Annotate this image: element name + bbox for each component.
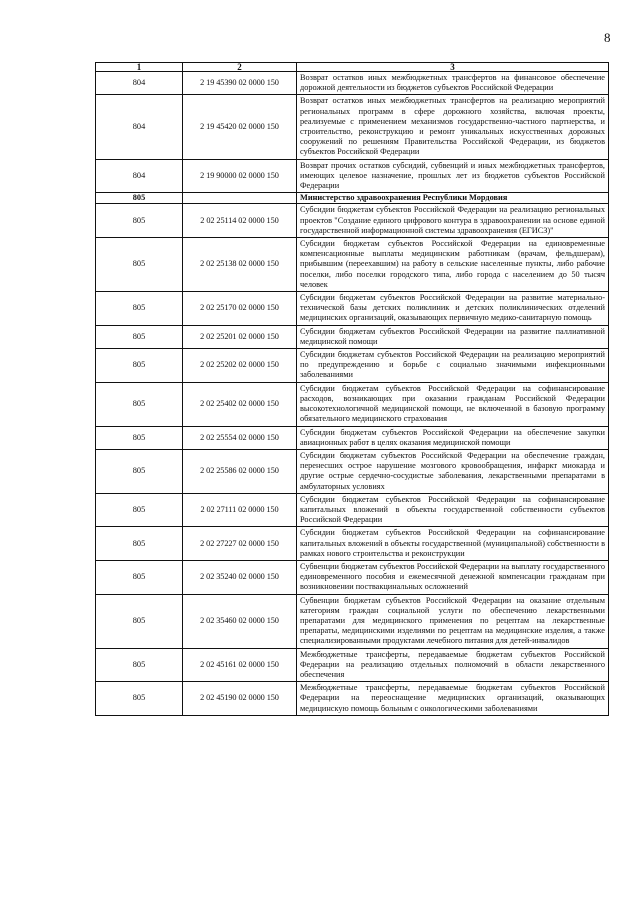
description-cell: Субсидии бюджетам субъектов Российской Федерации на обеспечение граждан, перенесших острое нарушение мозгового кровообращения, инфаркт миокарда и другие острые сердечно-сосудистые заболевания, лекарственными препаратами в амбулаторных условиях (297, 449, 609, 493)
admin-code-cell: 804 (96, 72, 183, 95)
admin-code-cell: 805 (96, 449, 183, 493)
table-row (96, 349, 609, 383)
budget-table (95, 62, 609, 716)
table-row (96, 449, 609, 493)
table-row (96, 238, 609, 292)
table-row (96, 426, 609, 449)
description-cell: Субсидии бюджетам субъектов Российской Федерации на развитие материально-технической базы детских поликлиник и детских поликлинических отделений медицинских организаций, оказывающих первичную медико-санитарную помощь (297, 292, 609, 326)
revenue-code-cell: 2 02 25586 02 0000 150 (183, 449, 297, 493)
description-cell: Межбюджетные трансферты, передаваемые бюджетам субъектов Российской Федерации на переоснащение медицинских организаций, оказывающих медицинскую помощь больным с онкологическими заболеваниями (297, 682, 609, 716)
revenue-code-cell: 2 02 27111 02 0000 150 (183, 493, 297, 527)
description-cell: Возврат остатков иных межбюджетных трансфертов на реализацию мероприятий региональных программ в сфере дорожного хозяйства, включая проекты, реализуемые с применением механизмов государственно-частного партнерства, и строительство, реконструкцию и ремонт уникальных искусственных дорожных сооружений по решениям Правительства Российской Федерации, из бюджетов субъектов Российской Федерации (297, 95, 609, 159)
description-cell: Межбюджетные трансферты, передаваемые бюджетам субъектов Российской Федерации на реализацию отдельных полномочий в области лекарственного обеспечения (297, 648, 609, 682)
admin-code-cell: 805 (96, 594, 183, 648)
admin-code-cell: 805 (96, 292, 183, 326)
revenue-code-cell: 2 02 45190 02 0000 150 (183, 682, 297, 716)
table-row (96, 204, 609, 238)
column-header-1: 1 (96, 63, 183, 72)
admin-code-cell: 805 (96, 527, 183, 561)
revenue-code-cell: 2 02 25114 02 0000 150 (183, 204, 297, 238)
revenue-code-cell: 2 02 25170 02 0000 150 (183, 292, 297, 326)
admin-code-cell: 804 (96, 95, 183, 159)
description-cell: Субсидии бюджетам субъектов Российской Федерации на обеспечение закупки авиационных работ в целях оказания медицинской помощи (297, 426, 609, 449)
table-row (96, 560, 609, 594)
revenue-code-cell: 2 02 45161 02 0000 150 (183, 648, 297, 682)
admin-code-cell: 805 (96, 349, 183, 383)
table-row (96, 493, 609, 527)
table-body (96, 72, 609, 716)
revenue-code-cell: 2 02 35460 02 0000 150 (183, 594, 297, 648)
table-row (96, 594, 609, 648)
revenue-code-cell: 2 02 25554 02 0000 150 (183, 426, 297, 449)
table-row (96, 72, 609, 95)
admin-code-cell: 805 (96, 238, 183, 292)
table-row (96, 292, 609, 326)
admin-code-cell: 805 (96, 560, 183, 594)
table-row (96, 682, 609, 716)
description-cell: Субсидии бюджетам субъектов Российской Федерации на развитие паллиативной медицинской помощи (297, 325, 609, 348)
revenue-code-cell: 2 19 90000 02 0000 150 (183, 159, 297, 193)
admin-code-cell: 805 (96, 382, 183, 426)
revenue-code-cell: 2 02 25202 02 0000 150 (183, 349, 297, 383)
table-row (96, 527, 609, 561)
description-cell: Возврат остатков иных межбюджетных трансфертов на финансовое обеспечение дорожной деятельности из бюджетов субъектов Российской Федерации (297, 72, 609, 95)
table-row (96, 95, 609, 159)
revenue-code-cell: 2 02 25201 02 0000 150 (183, 325, 297, 348)
admin-code-cell: 805 (96, 204, 183, 238)
description-cell: Субсидии бюджетам субъектов Российской Федерации на единовременные компенсационные выплаты медицинским работникам (врачам, фельдшерам), прибывшим (переехавшим) на работу в сельские населенные пункты, либо рабочие поселки, либо поселки городского типа, либо города с населением до 50 тысяч человек (297, 238, 609, 292)
table-row (96, 325, 609, 348)
revenue-code-cell: 2 02 25138 02 0000 150 (183, 238, 297, 292)
table-header-row (96, 63, 609, 72)
admin-code-cell: 804 (96, 159, 183, 193)
revenue-code-cell (183, 193, 297, 204)
description-cell: Субсидии бюджетам субъектов Российской Федерации на софинансирование капитальных вложений в объекты государственной (муниципальной) собственности в рамках нового строительства и реконструкции (297, 527, 609, 561)
column-header-3: 3 (297, 63, 609, 72)
description-cell: Субсидии бюджетам субъектов Российской Федерации на реализацию мероприятий по предупреждению и борьбе с социально значимыми инфекционными заболеваниями (297, 349, 609, 383)
table-row (96, 159, 609, 193)
description-cell: Министерство здравоохранения Республики Мордовия (297, 193, 609, 204)
description-cell: Субвенции бюджетам субъектов Российской Федерации на оказание отдельным категориям граждан социальной услуги по обеспечению лекарственными препаратами для медицинского применения по рецептам на лекарственные препараты, медицинскими изделиями по рецептам на медицинские изделия, а также специализированными продуктами лечебного питания для детей-инвалидов (297, 594, 609, 648)
column-header-2: 2 (183, 63, 297, 72)
description-cell: Субвенции бюджетам субъектов Российской Федерации на выплату государственного единовременного пособия и ежемесячной денежной компенсации гражданам при возникновении поствакцинальных осложнений (297, 560, 609, 594)
admin-code-cell: 805 (96, 648, 183, 682)
table-row (96, 648, 609, 682)
description-cell: Возврат прочих остатков субсидий, субвенций и иных межбюджетных трансфертов, имеющих целевое назначение, прошлых лет из бюджетов субъектов Российской Федерации (297, 159, 609, 193)
page-number: 8 (604, 30, 611, 45)
revenue-code-cell: 2 19 45390 02 0000 150 (183, 72, 297, 95)
admin-code-cell: 805 (96, 193, 183, 204)
description-cell: Субсидии бюджетам субъектов Российской Федерации на софинансирование капитальных вложений в объекты государственной собственности субъектов Российской Федерации (297, 493, 609, 527)
admin-code-cell: 805 (96, 426, 183, 449)
description-cell: Субсидии бюджетам субъектов Российской Федерации на софинансирование расходов, возникающих при оказании гражданам Российской Федерации высокотехнологичной медицинской помощи, не включенной в базовую программу обязательного медицинского страхования (297, 382, 609, 426)
table-row (96, 382, 609, 426)
admin-code-cell: 805 (96, 682, 183, 716)
admin-code-cell: 805 (96, 493, 183, 527)
revenue-code-cell: 2 19 45420 02 0000 150 (183, 95, 297, 159)
revenue-code-cell: 2 02 25402 02 0000 150 (183, 382, 297, 426)
table-section-row (96, 193, 609, 204)
description-cell: Субсидии бюджетам субъектов Российской Федерации на реализацию региональных проектов "Создание единого цифрового контура в здравоохранении на основе единой государственной информационной системы здравоохранения (ЕГИСЗ)" (297, 204, 609, 238)
revenue-code-cell: 2 02 35240 02 0000 150 (183, 560, 297, 594)
revenue-code-cell: 2 02 27227 02 0000 150 (183, 527, 297, 561)
admin-code-cell: 805 (96, 325, 183, 348)
